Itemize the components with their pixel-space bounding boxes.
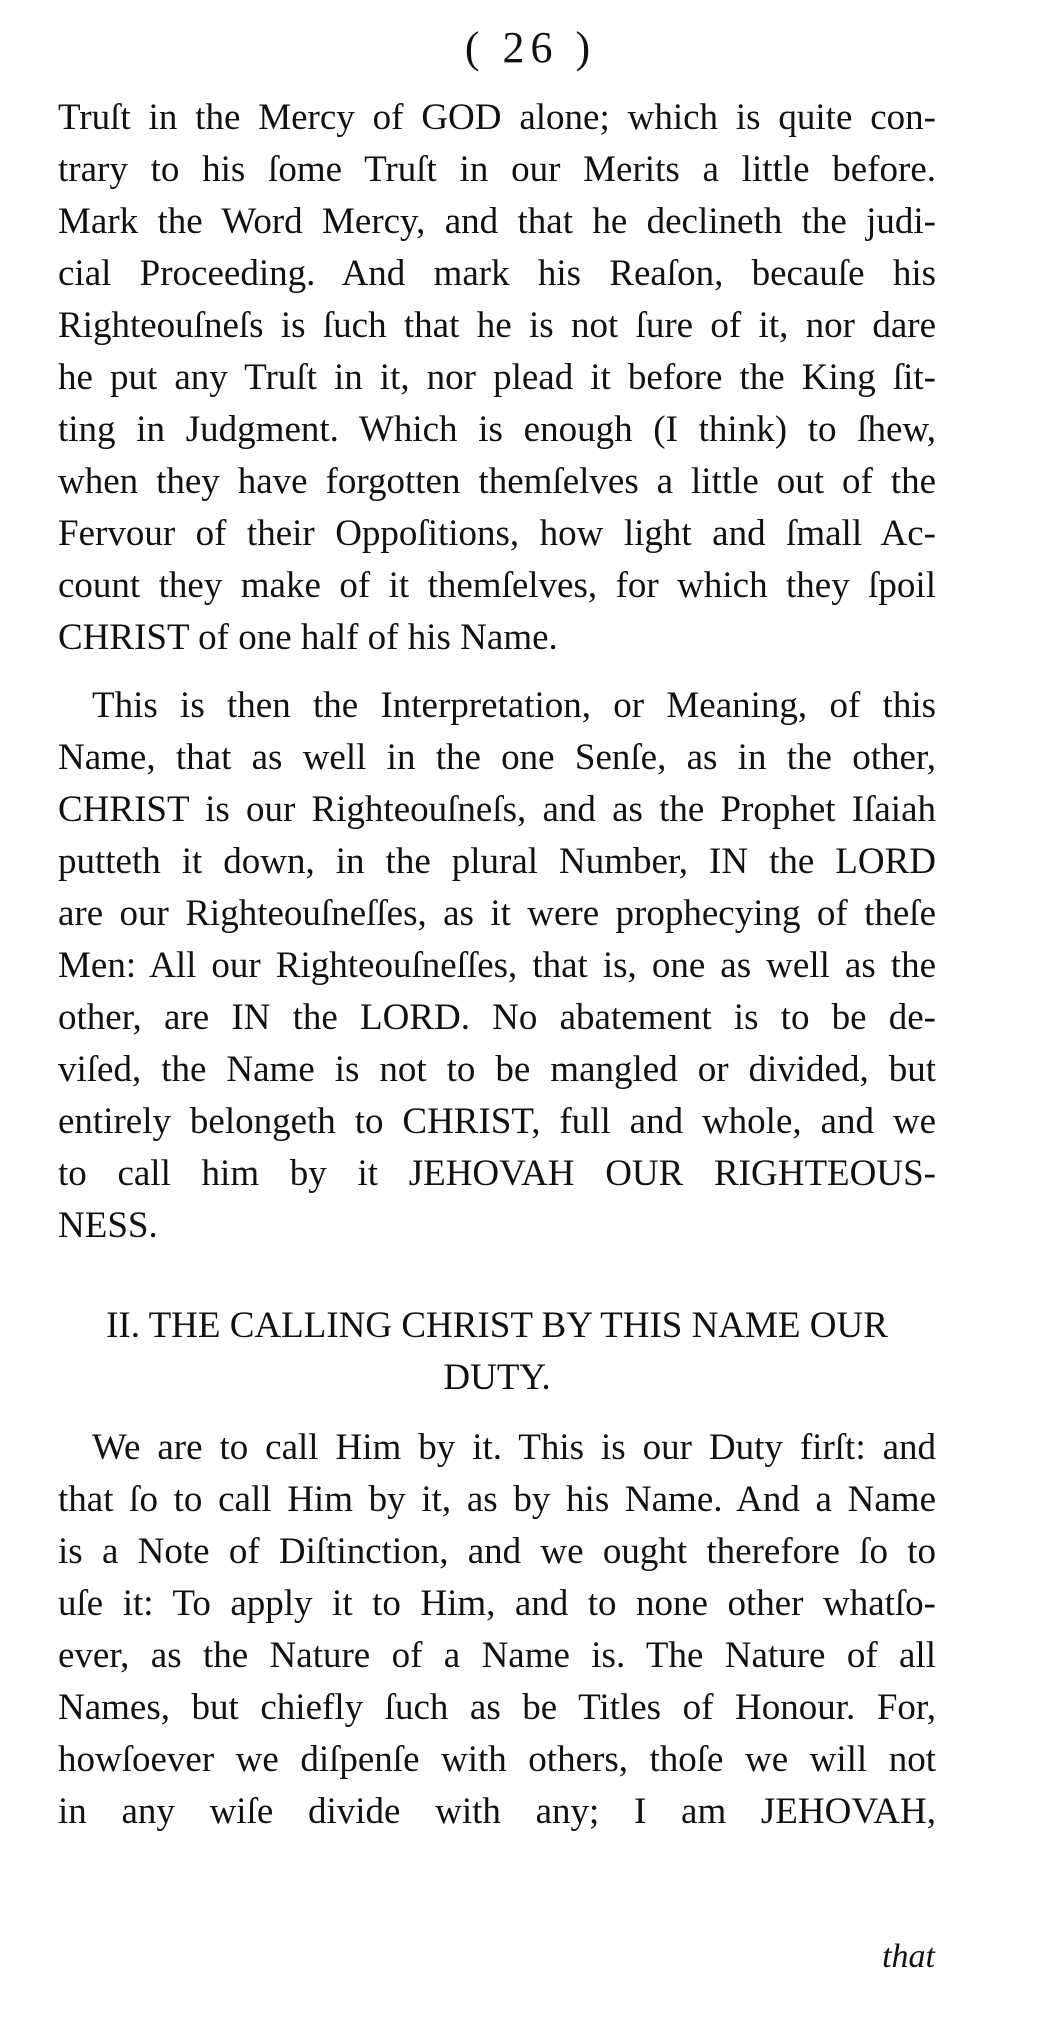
- paragraph-1: [58, 92, 936, 664]
- text-line: This is then the Interpretation, or Meaning, of this: [92, 685, 936, 726]
- heading-line: II. THE CALLING CHRIST BY THIS NAME OUR: [106, 1305, 888, 1346]
- text-line: viſed, the Name is not to be mangled or divided, but: [58, 1049, 936, 1090]
- text-line: he put any Truſt in it, nor plead it before the King ſit-: [58, 357, 936, 398]
- catchword: that: [882, 1938, 935, 1975]
- text-line: is a Note of Diſtinction, and we ought therefore ſo to: [58, 1531, 936, 1572]
- text-line: Truſt in the Mercy of GOD alone; which is quite con-: [58, 97, 936, 138]
- text-line: We are to call Him by it. This is our Duty firſt: and: [92, 1427, 936, 1468]
- text-line: entirely belongeth to CHRIST, full and whole, and we: [58, 1101, 936, 1142]
- text-line: putteth it down, in the plural Number, IN the LORD: [58, 841, 936, 882]
- paragraph-2: [58, 680, 936, 1252]
- text-line: Names, but chiefly ſuch as be Titles of Honour. For,: [58, 1687, 936, 1728]
- text-line: to call him by it JEHOVAH OUR RIGHTEOUS-: [58, 1153, 936, 1194]
- text-line: count they make of it themſelves, for which they ſpoil: [58, 565, 936, 606]
- text-line: howſoever we diſpenſe with others, thoſe we will not: [58, 1739, 936, 1780]
- text-line: CHRIST of one half of his Name.: [58, 617, 558, 658]
- text-line: Name, that as well in the one Senſe, as in the other,: [58, 737, 936, 778]
- text-line: ting in Judgment. Which is enough (I think) to ſhew,: [58, 409, 936, 450]
- text-line: ever, as the Nature of a Name is. The Nature of all: [58, 1635, 936, 1676]
- text-line: Fervour of their Oppoſitions, how light and ſmall Ac-: [58, 513, 936, 554]
- text-line: trary to his ſome Truſt in our Merits a little before.: [58, 149, 936, 190]
- text-line: cial Proceeding. And mark his Reaſon, becauſe his: [58, 253, 936, 294]
- section-heading: [58, 1300, 936, 1404]
- text-line: are our Righteouſneſſes, as it were prophecying of theſe: [58, 893, 936, 934]
- text-line: Righteouſneſs is ſuch that he is not ſure of it, nor dare: [58, 305, 936, 346]
- text-line: when they have forgotten themſelves a little out of the: [58, 461, 936, 502]
- heading-line: DUTY.: [443, 1357, 551, 1398]
- text-line: Mark the Word Mercy, and that he declineth the judi-: [58, 201, 936, 242]
- page-number: ( 26 ): [464, 23, 597, 72]
- text-line: NESS.: [58, 1205, 158, 1246]
- text-line: in any wiſe divide with any; I am JEHOVAH,: [58, 1791, 936, 1832]
- paragraph-3: [58, 1422, 936, 1838]
- text-line: other, are IN the LORD. No abatement is to be de-: [58, 997, 936, 1038]
- text-line: Men: All our Righteouſneſſes, that is, one as well as the: [58, 945, 936, 986]
- text-line: uſe it: To apply it to Him, and to none other whatſo-: [58, 1583, 936, 1624]
- text-line: CHRIST is our Righteouſneſs, and as the Prophet Iſaiah: [58, 789, 936, 830]
- text-line: that ſo to call Him by it, as by his Name. And a Name: [58, 1479, 936, 1520]
